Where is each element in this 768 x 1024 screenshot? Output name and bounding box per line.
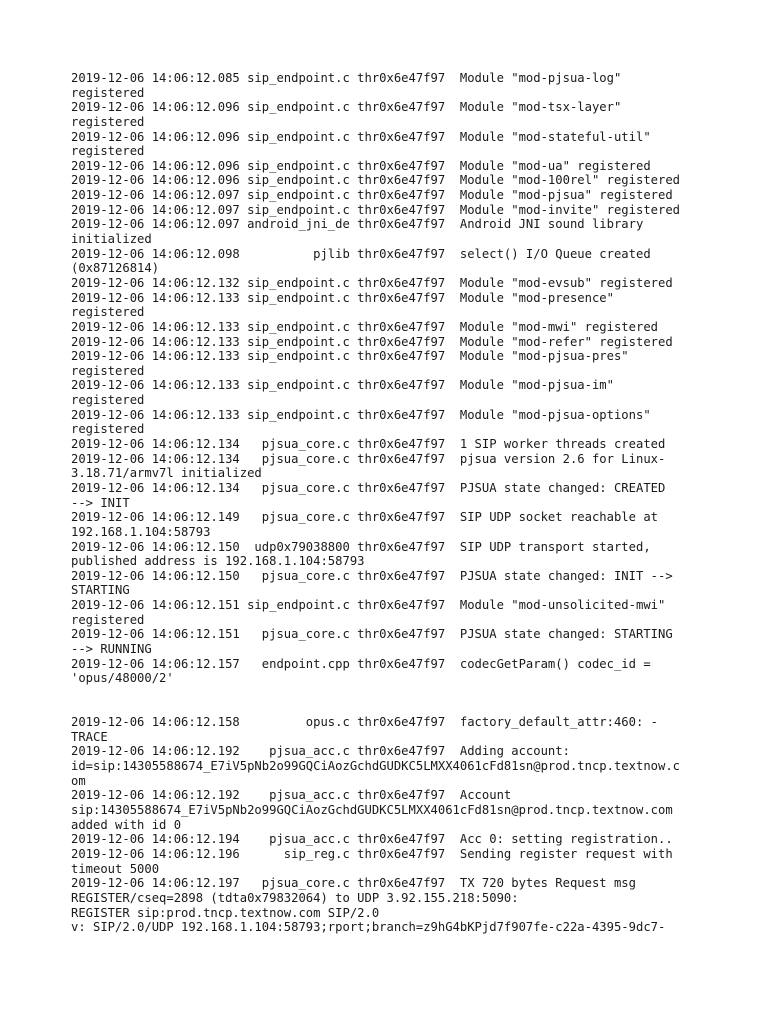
log-line: initialized <box>71 232 152 247</box>
log-line: 192.168.1.104:58793 <box>71 524 211 539</box>
log-line: 2019-12-06 14:06:12.133 sip_endpoint.c thr0x6e47f97 Module "mod-mwi" registered <box>71 319 658 334</box>
log-line: 2019-12-06 14:06:12.196 sip_reg.c thr0x6e47f97 Sending register request with <box>71 846 673 861</box>
log-line: REGISTER/cseq=2898 (tdta0x79832064) to UDP 3.92.155.218:5090: <box>71 890 519 905</box>
log-line: added with id 0 <box>71 817 182 832</box>
log-line: 2019-12-06 14:06:12.133 sip_endpoint.c thr0x6e47f97 Module "mod-pjsua-options" <box>71 407 651 422</box>
log-line: sip:14305588674_E7iV5pNb2o99GQCiAozGchdGUDKC5LMXX4061cFd81sn@prod.tncp.textnow.com <box>71 803 673 818</box>
log-line: 2019-12-06 14:06:12.134 pjsua_core.c thr0x6e47f97 pjsua version 2.6 for Linux- <box>71 451 666 466</box>
log-line: 2019-12-06 14:06:12.096 sip_endpoint.c thr0x6e47f97 Module "mod-stateful-util" <box>71 129 651 144</box>
log-line: id=sip:14305588674_E7iV5pNb2o99GQCiAozGchdGUDKC5LMXX4061cFd81sn@prod.tncp.textnow.c <box>71 759 681 774</box>
log-line: v: SIP/2.0/UDP 192.168.1.104:58793;rport;branch=z9hG4bKPjd7f907fe-c22a-4395-9dc7- <box>71 920 666 935</box>
log-line: published address is 192.168.1.104:58793 <box>71 554 365 569</box>
log-line: 2019-12-06 14:06:12.151 pjsua_core.c thr0x6e47f97 PJSUA state changed: STARTING <box>71 627 673 642</box>
log-line: 2019-12-06 14:06:12.133 sip_endpoint.c thr0x6e47f97 Module "mod-refer" registered <box>71 334 673 349</box>
log-line <box>71 686 711 701</box>
log-line: timeout 5000 <box>71 861 160 876</box>
log-line: 2019-12-06 14:06:12.150 udp0x79038800 thr0x6e47f97 SIP UDP transport started, <box>71 539 651 554</box>
log-line: 2019-12-06 14:06:12.192 pjsua_acc.c thr0x6e47f97 Account <box>71 788 512 803</box>
log-line: 2019-12-06 14:06:12.150 pjsua_core.c thr0x6e47f97 PJSUA state changed: INIT --> <box>71 568 673 583</box>
log-line: 2019-12-06 14:06:12.197 pjsua_core.c thr0x6e47f97 TX 720 bytes Request msg <box>71 876 636 891</box>
log-line: registered <box>71 393 145 408</box>
log-line: 2019-12-06 14:06:12.192 pjsua_acc.c thr0x6e47f97 Adding account: <box>71 744 570 759</box>
log-line: --> INIT <box>71 495 130 510</box>
log-line: registered <box>71 144 145 159</box>
log-line: 2019-12-06 14:06:12.133 sip_endpoint.c thr0x6e47f97 Module "mod-pjsua-pres" <box>71 349 629 364</box>
log-line <box>71 701 711 716</box>
log-line: 3.18.71/armv7l initialized <box>71 466 262 481</box>
log-line: 2019-12-06 14:06:12.133 sip_endpoint.c thr0x6e47f97 Module "mod-pjsua-im" <box>71 378 614 393</box>
log-line: registered <box>71 612 145 627</box>
log-text-block <box>71 71 711 935</box>
log-line: (0x87126814) <box>71 261 160 276</box>
log-line: 2019-12-06 14:06:12.134 pjsua_core.c thr0x6e47f97 PJSUA state changed: CREATED <box>71 480 666 495</box>
log-line: --> RUNNING <box>71 641 152 656</box>
log-line: registered <box>71 363 145 378</box>
log-line: 2019-12-06 14:06:12.096 sip_endpoint.c thr0x6e47f97 Module "mod-100rel" registered <box>71 173 681 188</box>
log-line: 2019-12-06 14:06:12.097 sip_endpoint.c thr0x6e47f97 Module "mod-invite" registered <box>71 202 681 217</box>
log-line: 2019-12-06 14:06:12.096 sip_endpoint.c thr0x6e47f97 Module "mod-ua" registered <box>71 158 651 173</box>
log-line: TRACE <box>71 729 108 744</box>
log-line: 2019-12-06 14:06:12.085 sip_endpoint.c thr0x6e47f97 Module "mod-pjsua-log" <box>71 71 622 85</box>
log-line: 2019-12-06 14:06:12.158 opus.c thr0x6e47f97 factory_default_attr:460: - <box>71 715 658 730</box>
log-line: REGISTER sip:prod.tncp.textnow.com SIP/2.0 <box>71 905 380 920</box>
log-line: STARTING <box>71 583 130 598</box>
log-line: registered <box>71 422 145 437</box>
log-line: 2019-12-06 14:06:12.097 android_jni_de thr0x6e47f97 Android JNI sound library <box>71 217 644 232</box>
log-line: 2019-12-06 14:06:12.194 pjsua_acc.c thr0x6e47f97 Acc 0: setting registration.. <box>71 832 673 847</box>
log-line: registered <box>71 85 145 100</box>
log-line: 'opus/48000/2' <box>71 671 174 686</box>
log-line: 2019-12-06 14:06:12.098 pjlib thr0x6e47f97 select() I/O Queue created <box>71 246 651 261</box>
log-line: registered <box>71 114 145 129</box>
log-line: 2019-12-06 14:06:12.097 sip_endpoint.c thr0x6e47f97 Module "mod-pjsua" registered <box>71 188 673 203</box>
log-line: 2019-12-06 14:06:12.151 sip_endpoint.c thr0x6e47f97 Module "mod-unsolicited-mwi" <box>71 598 666 613</box>
log-line: 2019-12-06 14:06:12.157 endpoint.cpp thr0x6e47f97 codecGetParam() codec_id = <box>71 656 651 671</box>
log-line: registered <box>71 305 145 320</box>
log-line: 2019-12-06 14:06:12.096 sip_endpoint.c thr0x6e47f97 Module "mod-tsx-layer" <box>71 100 622 115</box>
log-line: 2019-12-06 14:06:12.149 pjsua_core.c thr0x6e47f97 SIP UDP socket reachable at <box>71 510 658 525</box>
log-line: 2019-12-06 14:06:12.133 sip_endpoint.c thr0x6e47f97 Module "mod-presence" <box>71 290 614 305</box>
log-line: 2019-12-06 14:06:12.132 sip_endpoint.c thr0x6e47f97 Module "mod-evsub" registered <box>71 275 673 290</box>
log-line: 2019-12-06 14:06:12.134 pjsua_core.c thr0x6e47f97 1 SIP worker threads created <box>71 437 666 452</box>
log-line: om <box>71 773 86 788</box>
